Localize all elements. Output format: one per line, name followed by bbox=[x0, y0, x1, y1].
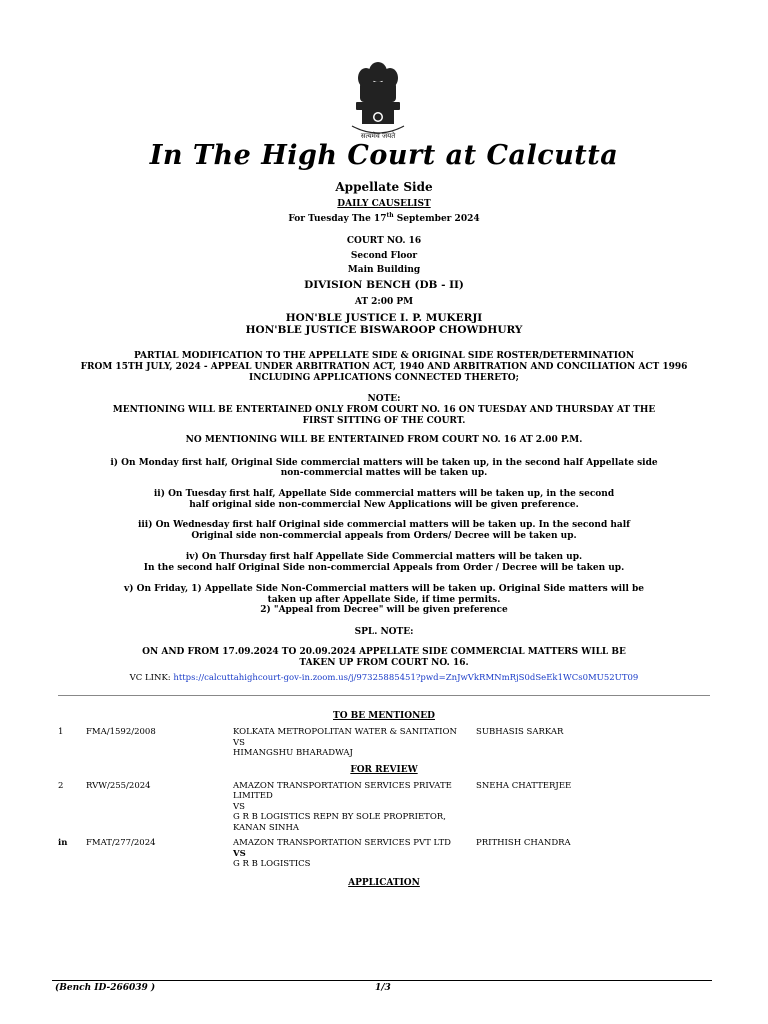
sitting-time: AT 2:00 PM bbox=[354, 297, 414, 307]
thursday-line-1: iv) On Thursday first half Appellate Side Commercial matters will be taken up. bbox=[185, 552, 583, 562]
case-3-party-2: G R B LOGISTICS bbox=[233, 859, 311, 869]
vc-link[interactable]: https://calcuttahighcourt-gov-in.zoom.us/j/97325885451?pwd=ZnJwVkRMNmRjS0dSeEk1WCs0MU52UT09 bbox=[173, 673, 639, 683]
emblem-motto: सत्यमेव जयते bbox=[360, 132, 396, 140]
justice-2: HON'BLE JUSTICE BISWAROOP CHOWDHURY bbox=[245, 324, 523, 336]
spl-note-line-2: TAKEN UP FROM COURT NO. 16. bbox=[299, 658, 469, 668]
spl-note-line-1: ON AND FROM 17.09.2024 TO 20.09.2024 APPELLATE SIDE COMMERCIAL MATTERS WILL BE bbox=[142, 647, 626, 657]
monday-line-2: non-commercial mattes will be taken up. bbox=[280, 468, 488, 478]
section-for-review: FOR REVIEW bbox=[350, 765, 418, 775]
friday-line-2: taken up after Appellate Side, if time permits. bbox=[267, 595, 501, 605]
case-3-number: FMAT/277/2024 bbox=[86, 838, 156, 848]
page-number: 1/3 bbox=[375, 983, 391, 993]
court-number: COURT NO. 16 bbox=[346, 236, 422, 246]
divider bbox=[58, 695, 710, 696]
bench-id: (Bench ID-266039 ) bbox=[55, 983, 156, 993]
case-1-party-1: KOLKATA METROPOLITAN WATER & SANITATION bbox=[233, 727, 457, 737]
national-emblem-icon bbox=[342, 58, 414, 142]
tuesday-line-2: half original side non-commercial New Applications will be given preference. bbox=[189, 500, 579, 510]
tuesday-line-1: ii) On Tuesday first half, Appellate Side commercial matters will be taken up, in the second bbox=[153, 489, 615, 499]
wednesday-line-2: Original side non-commercial appeals from Orders/ Decree will be taken up. bbox=[191, 531, 577, 541]
case-3-vs: VS bbox=[233, 849, 246, 859]
mention-line-1: MENTIONING WILL BE ENTERTAINED ONLY FROM COURT NO. 16 ON TUESDAY AND THURSDAY AT THE bbox=[112, 405, 656, 415]
case-2-party-1a: AMAZON TRANSPORTATION SERVICES PRIVATE bbox=[233, 781, 452, 791]
spl-note-label: SPL. NOTE: bbox=[354, 627, 414, 637]
section-to-be-mentioned: TO BE MENTIONED bbox=[333, 711, 435, 721]
causelist-date: For Tuesday The 17th September 2024 bbox=[288, 212, 480, 224]
modification-line-1: PARTIAL MODIFICATION TO THE APPELLATE SIDE & ORIGINAL SIDE ROSTER/DETERMINATION bbox=[133, 351, 635, 361]
mention-line-2: FIRST SITTING OF THE COURT. bbox=[302, 416, 466, 426]
friday-line-3: 2) "Appeal from Decree" will be given preference bbox=[260, 605, 508, 615]
case-2-number: RVW/255/2024 bbox=[86, 781, 151, 791]
case-2-advocate: SNEHA CHATTERJEE bbox=[476, 781, 572, 791]
vc-link-line: VC LINK: https://calcuttahighcourt-gov-in.zoom.us/j/97325885451?pwd=ZnJwVkRMNmRjS0dSeEk1WCs0MU52UT09 bbox=[129, 673, 639, 683]
case-2-serial: 2 bbox=[58, 781, 64, 791]
case-1-advocate: SUBHASIS SARKAR bbox=[476, 727, 564, 737]
footer-divider bbox=[52, 980, 712, 981]
wednesday-line-1: iii) On Wednesday first half Original side commercial matters will be taken up. In the second half bbox=[137, 520, 631, 530]
friday-line-1: v) On Friday, 1) Appellate Side Non-Commercial matters will be taken up. Original Side matters will be bbox=[123, 584, 645, 594]
case-2-party-2a: G R B LOGISTICS REPN BY SOLE PROPRIETOR, bbox=[233, 812, 446, 822]
modification-line-2: FROM 15TH JULY, 2024 - APPEAL UNDER ARBITRATION ACT, 1940 AND ARBITRATION AND CONCILIATION ACT 1996 bbox=[80, 362, 688, 372]
case-1-party-2: HIMANGSHU BHARADWAJ bbox=[233, 748, 353, 758]
bench-name: DIVISION BENCH (DB - II) bbox=[304, 279, 464, 291]
case-2-vs: VS bbox=[233, 802, 245, 812]
case-2-party-1b: LIMITED bbox=[233, 791, 273, 801]
case-2-party-2b: KANAN SINHA bbox=[233, 823, 300, 833]
note-label: NOTE: bbox=[367, 394, 401, 404]
case-1-serial: 1 bbox=[58, 727, 64, 737]
thursday-line-2: In the second half Original Side non-commercial Appeals from Order / Decree will be taken up. bbox=[143, 563, 625, 573]
court-floor: Second Floor bbox=[350, 251, 418, 261]
case-1-number: FMA/1592/2008 bbox=[86, 727, 156, 737]
case-3-serial: in bbox=[58, 838, 68, 848]
causelist-title: DAILY CAUSELIST bbox=[337, 199, 431, 209]
modification-line-3: INCLUDING APPLICATIONS CONNECTED THERETO; bbox=[249, 373, 519, 383]
case-3-party-1: AMAZON TRANSPORTATION SERVICES PVT LTD bbox=[233, 838, 451, 848]
court-building: Main Building bbox=[347, 265, 421, 275]
monday-line-1: i) On Monday first half, Original Side commercial matters will be taken up, in the second half Appellate side bbox=[110, 458, 658, 468]
side-title: Appellate Side bbox=[335, 180, 433, 194]
case-1-vs: VS bbox=[233, 738, 245, 748]
justice-1: HON'BLE JUSTICE I. P. MUKERJI bbox=[285, 312, 483, 324]
court-title: In The High Court at Calcutta bbox=[149, 140, 619, 171]
case-3-advocate: PRITHISH CHANDRA bbox=[476, 838, 571, 848]
no-mention-line: NO MENTIONING WILL BE ENTERTAINED FROM COURT NO. 16 AT 2.00 P.M. bbox=[185, 435, 583, 445]
section-application: APPLICATION bbox=[348, 878, 420, 888]
